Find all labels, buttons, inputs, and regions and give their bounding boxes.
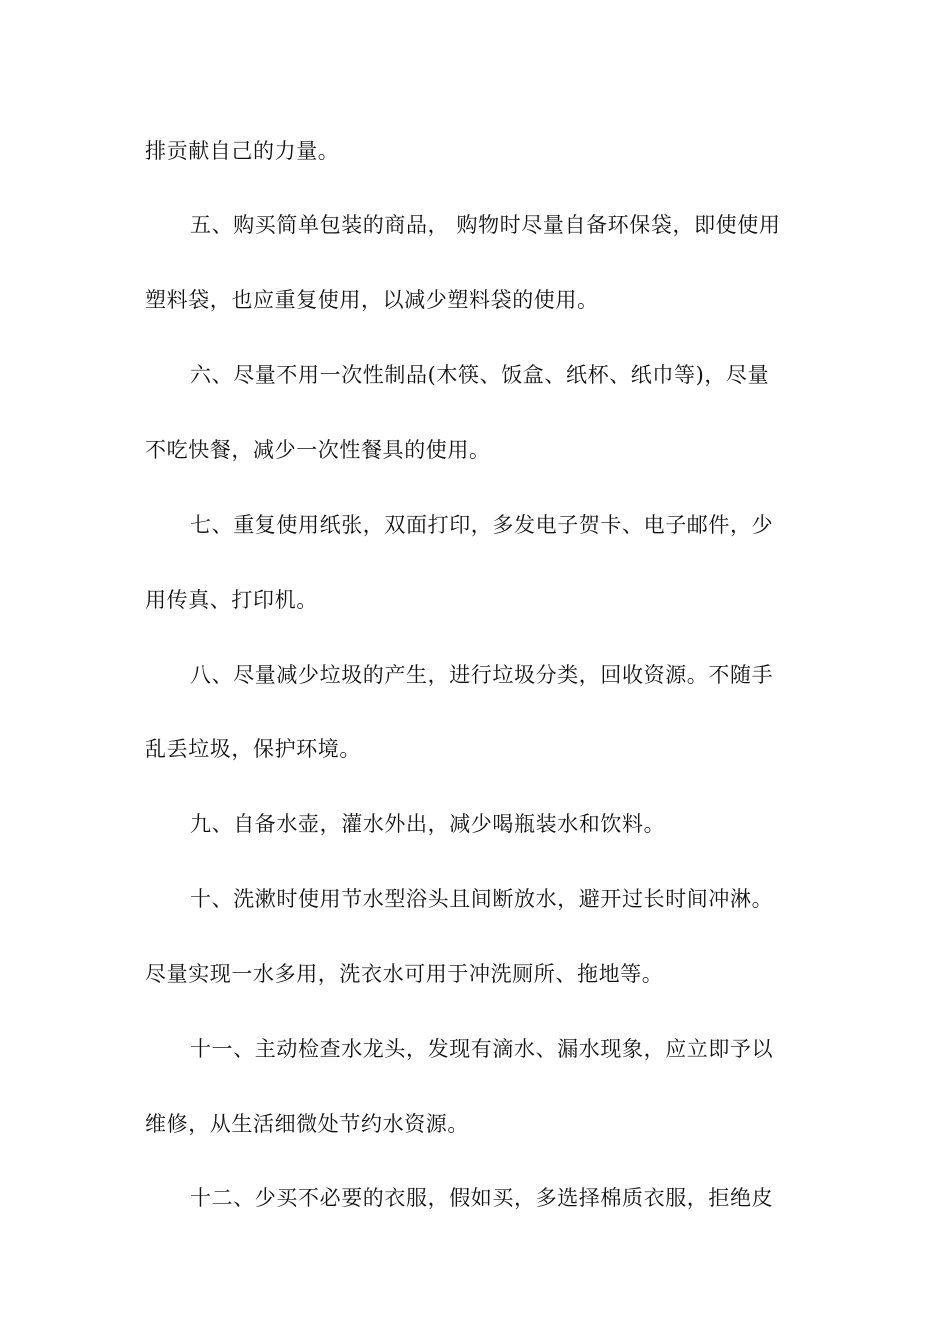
paragraph-12-line-1: 十二、少买不必要的衣服，假如买，多选择棉质衣服，拒绝皮 — [190, 1186, 774, 1210]
paragraph-11-line-1: 十一、主动检查水龙头，发现有滴水、漏水现象，应立即予以 — [190, 1037, 774, 1061]
paragraph-6-line-2: 不吃快餐，减少一次性餐具的使用。 — [145, 438, 491, 462]
paragraph-5-line-2: 塑料袋，也应重复使用，以减少塑料袋的使用。 — [145, 288, 599, 312]
text-line-continuation: 排贡献自己的力量。 — [145, 139, 340, 163]
paragraph-5-line-1: 五、购买简单包装的商品， 购物时尽量自备环保袋，即使使用 — [190, 213, 781, 237]
paragraph-8-line-1: 八、尽量减少垃圾的产生，进行垃圾分类，回收资源。不随手 — [190, 663, 774, 687]
paragraph-6-line-1: 六、尽量不用一次性制品(木筷、饭盒、纸杯、纸巾等)，尽量 — [190, 363, 770, 387]
paragraph-10-line-1: 十、洗漱时使用节水型浴头且间断放水，避开过长时间冲淋。 — [190, 887, 774, 911]
paragraph-8-line-2: 乱丢垃圾，保护环境。 — [145, 737, 361, 761]
paragraph-7-line-2: 用传真、打印机。 — [145, 588, 318, 612]
paragraph-7-line-1: 七、重复使用纸张，双面打印，多发电子贺卡、电子邮件，少 — [190, 513, 774, 537]
paragraph-10-line-2: 尽量实现一水多用，洗衣水可用于冲洗厕所、拖地等。 — [145, 962, 664, 986]
paragraph-9-line-1: 九、自备水壶，灌水外出，减少喝瓶装水和饮料。 — [190, 812, 666, 836]
paragraph-11-line-2: 维修，从生活细微处节约水资源。 — [145, 1112, 469, 1136]
